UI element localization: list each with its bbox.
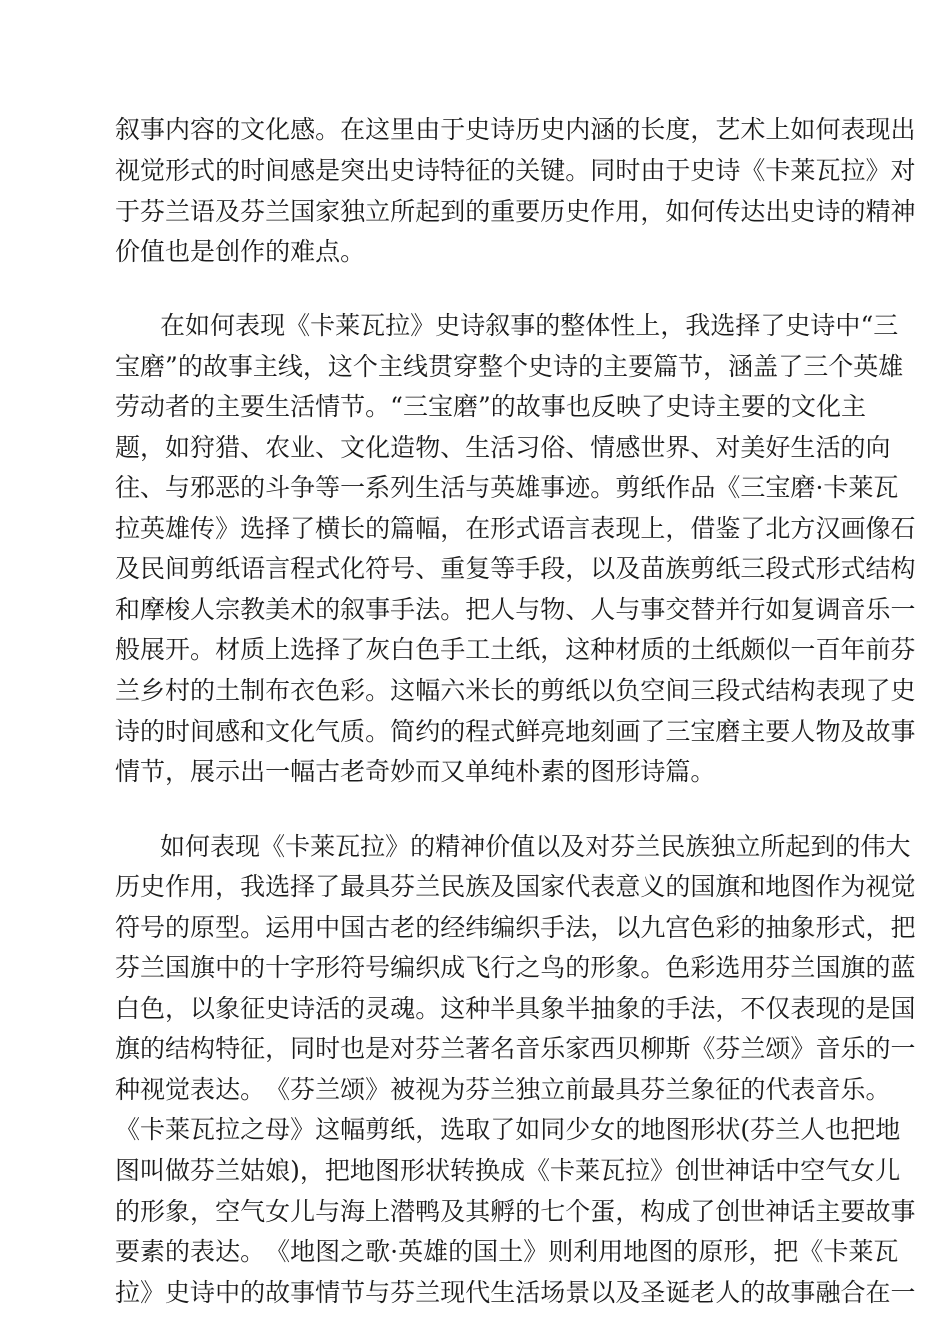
text-line: 符 号 的 原 型 。 运 用 中 国 古 老 的 经 纬 编 织 手 法 ， 以 九 宫 色 彩 的 抽 象 形 式 ， 把 <box>115 913 916 942</box>
text-line: 般 展 开 。 材 质 上 选 择 了 灰 白 色 手 工 土 纸 ， 这 种 材 质 的 土 纸 颇 似 一 百 年 前 芬 <box>115 635 916 664</box>
text-line: 历 史 作 用 ， 我 选 择 了 最 具 芬 兰 民 族 及 国 家 代 表 意 义 的 国 旗 和 地 图 作 为 视 觉 <box>115 872 916 901</box>
text-line: 拉 》 史 诗 中 的 故 事 情 节 与 芬 兰 现 代 生 活 场 景 以 及 圣 诞 老 人 的 故 事 融 合 在 一 <box>115 1278 916 1307</box>
text-line: 情 节 ， 展 示 出 一 幅 古 老 奇 妙 而 又 单 纯 朴 素 的 图 形 诗 篇 。 <box>115 757 716 786</box>
text-line: 劳 动 者 的 主 要 生 活 情 节 。 “ 三 宝 磨 ” 的 故 事 也 反 映 了 史 诗 主 要 的 文 化 主 <box>115 392 867 421</box>
text-line: 在 如 何 表 现 《 卡 莱 瓦 拉 》 史 诗 叙 事 的 整 体 性 上 ， 我 选 择 了 史 诗 中 “ 三 <box>160 311 899 340</box>
text-line: 的 形 象 ， 空 气 女 儿 与 海 上 潜 鸭 及 其 孵 的 七 个 蛋 ， 构 成 了 创 世 神 话 主 要 故 事 <box>115 1197 916 1226</box>
text-line: 诗 的 时 间 感 和 文 化 气 质 。 简 约 的 程 式 鲜 亮 地 刻 画 了 三 宝 磨 主 要 人 物 及 故 事 <box>115 717 916 746</box>
text-line: 种 视 觉 表 达 。 《 芬 兰 颂 》 被 视 为 芬 兰 独 立 前 最 具 芬 兰 象 征 的 代 表 音 乐 。 <box>115 1075 891 1104</box>
text-line: 宝 磨 ” 的 故 事 主 线 ， 这 个 主 线 贯 穿 整 个 史 诗 的 主 要 篇 节 ， 涵 盖 了 三 个 英 雄 <box>115 352 904 381</box>
text-line: 题 ， 如 狩 猎 、 农 业 、 文 化 造 物 、 生 活 习 俗 、 情 感 世 界 、 对 美 好 生 活 的 向 <box>115 433 891 462</box>
text-line: 和 摩 梭 人 宗 教 美 术 的 叙 事 手 法 。 把 人 与 物 、 人 与 事 交 替 并 行 如 复 调 音 乐 一 <box>115 595 916 624</box>
text-line: 芬 兰 国 旗 中 的 十 字 形 符 号 编 织 成 飞 行 之 鸟 的 形 象 。 色 彩 选 用 芬 兰 国 旗 的 蓝 <box>115 953 916 982</box>
text-line: 要 素 的 表 达 。 《 地 图 之 歌 · 英 雄 的 国 土 》 则 利 用 地 图 的 原 形 ， 把 《 卡 莱 瓦 <box>115 1237 899 1266</box>
text-line: 白 色 ， 以 象 征 史 诗 活 的 灵 魂 。 这 种 半 具 象 半 抽 象 的 手 法 ， 不 仅 表 现 的 是 国 <box>115 994 916 1023</box>
text-line: 拉 英 雄 传 》 选 择 了 横 长 的 篇 幅 ， 在 形 式 语 言 表 现 上 ， 借 鉴 了 北 方 汉 画 像 石 <box>115 514 916 543</box>
text-line: 旗 的 结 构 特 征 ， 同 时 也 是 对 芬 兰 著 名 音 乐 家 西 贝 柳 斯 《 芬 兰 颂 》 音 乐 的 一 <box>115 1034 916 1063</box>
text-line: 视 觉 形 式 的 时 间 感 是 突 出 史 诗 特 征 的 关 键 。 同 时 由 于 史 诗 《 卡 莱 瓦 拉 》 对 <box>115 156 916 185</box>
text-line: 往 、 与 邪 恶 的 斗 争 等 一 系 列 生 活 与 英 雄 事 迹 。 剪 纸 作 品 《 三 宝 磨 · 卡 莱 瓦 <box>115 473 899 502</box>
text-line: 兰 乡 村 的 土 制 布 衣 色 彩 。 这 幅 六 米 长 的 剪 纸 以 负 空 间 三 段 式 结 构 表 现 了 史 <box>115 676 916 705</box>
text-line: 如 何 表 现 《 卡 莱 瓦 拉 》 的 精 神 价 值 以 及 对 芬 兰 民 族 独 立 所 起 到 的 伟 大 <box>160 832 911 861</box>
text-line: 《 卡 莱 瓦 拉 之 母 》 这 幅 剪 纸 ， 选 取 了 如 同 少 女 的 地 图 形 状 ( 芬 兰 人 也 把 地 <box>115 1115 901 1144</box>
text-line: 于 芬 兰 语 及 芬 兰 国 家 独 立 所 起 到 的 重 要 历 史 作 用 ， 如 何 传 达 出 史 诗 的 精 神 <box>115 197 916 226</box>
text-line: 价 值 也 是 创 作 的 难 点 。 <box>115 237 366 266</box>
text-line: 叙 事 内 容 的 文 化 感 。 在 这 里 由 于 史 诗 历 史 内 涵 的 长 度 ， 艺 术 上 如 何 表 现 出 <box>115 115 916 144</box>
text-line: 图 叫 做 芬 兰 姑 娘 ) ， 把 地 图 形 状 转 换 成 《 卡 莱 瓦 拉 》 创 世 神 话 中 空 气 女 儿 <box>115 1156 901 1185</box>
text-line: 及 民 间 剪 纸 语 言 程 式 化 符 号 、 重 复 等 手 段 ， 以 及 苗 族 剪 纸 三 段 式 形 式 结 构 <box>115 554 916 583</box>
